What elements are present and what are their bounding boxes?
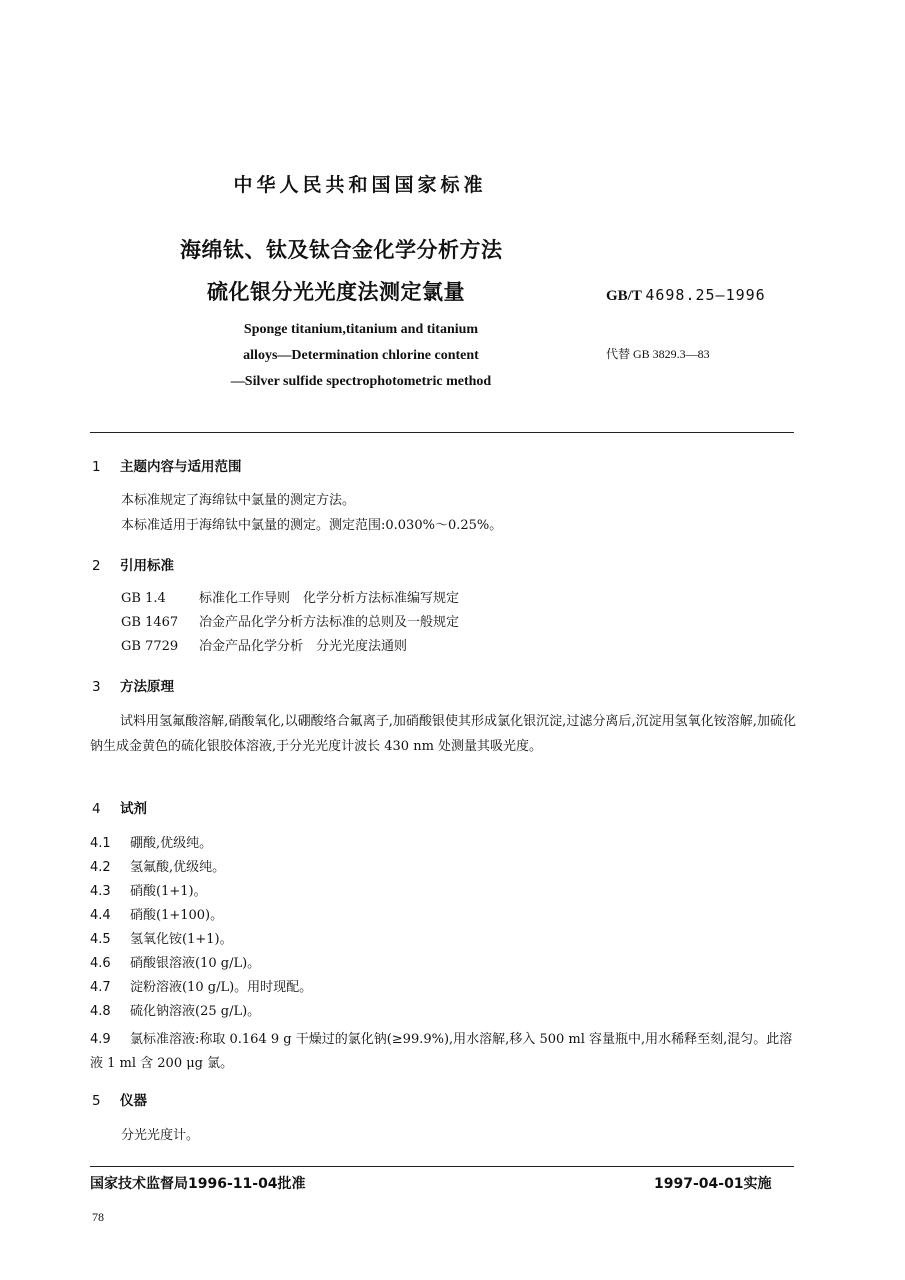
section-title: 仪器	[120, 1093, 147, 1109]
section-3-heading	[92, 675, 174, 695]
reagent-text: 硝酸(1+100)。	[130, 908, 224, 923]
reference-title: 冶金产品化学分析 分光光度法通则	[199, 639, 408, 654]
reagent-item	[90, 928, 233, 947]
section-5-heading	[92, 1089, 147, 1109]
footer-divider	[90, 1166, 794, 1167]
english-title-line-1: Sponge titanium,titanium and titanium	[243, 322, 479, 337]
reference-code: GB 7729	[121, 639, 179, 654]
english-title-line-2: alloys—Determination chlorine content	[243, 348, 479, 363]
reference-code: GB 1.4	[121, 591, 166, 606]
reagent-text: 氯标准溶液:称取 0.164 9 g 干燥过的氯化钠(≥99.9%),用水溶解,移入 500 ml 容量瓶中,用水稀释至刻,混匀。此溶液 1 ml 含 200 μg 氯。	[90, 1032, 793, 1071]
reagent-number: 4.4	[90, 908, 111, 923]
section-4-heading	[92, 797, 147, 817]
reagent-number: 4.5	[90, 932, 111, 947]
reagent-text: 硫化钠溶液(25 g/L)。	[130, 1004, 261, 1019]
section-number: 4	[92, 801, 101, 817]
reference-title: 冶金产品化学分析方法标准的总则及一般规定	[199, 615, 460, 630]
approval-date: 国家技术监督局1996-11-04批准	[90, 1176, 306, 1192]
replaces-note: 代替 GB 3829.3—83	[606, 347, 710, 361]
standard-prefix: GB/T	[606, 288, 642, 304]
section-title: 试剂	[120, 801, 147, 817]
reagent-item	[90, 880, 207, 899]
section-1-paragraph-1: 本标准规定了海绵钛中氯量的测定方法。	[121, 493, 356, 508]
reagent-item	[90, 976, 312, 995]
reagent-number: 4.2	[90, 860, 111, 875]
reagent-item	[90, 1000, 260, 1019]
section-1-heading	[92, 455, 242, 475]
reagent-text: 淀粉溶液(10 g/L)。用时现配。	[130, 980, 313, 995]
section-title: 引用标准	[120, 558, 174, 574]
reagent-text: 硼酸,优级纯。	[130, 836, 213, 851]
title-line-2: 硫化银分光光度法测定氯量	[207, 280, 465, 304]
section-number: 5	[92, 1093, 101, 1109]
reagent-text: 硝酸银溶液(10 g/L)。	[130, 956, 261, 971]
section-2-heading	[92, 554, 174, 574]
section-title: 主题内容与适用范围	[120, 459, 242, 475]
reagent-item	[90, 952, 260, 971]
reagent-item	[90, 832, 212, 851]
reagent-number: 4.1	[90, 836, 111, 851]
reagent-item-4-9	[90, 1028, 796, 1076]
standard-number	[606, 286, 766, 305]
reference-title: 标准化工作导则 化学分析方法标准编写规定	[199, 591, 460, 606]
section-1-paragraph-2: 本标准适用于海绵钛中氯量的测定。测定范围:0.030%～0.25%。	[121, 518, 503, 533]
national-standard-heading: 中华人民共和国国家标准	[233, 174, 487, 196]
reagent-number: 4.8	[90, 1004, 111, 1019]
section-3-body: 试料用氢氟酸溶解,硝酸氧化,以硼酸络合氟离子,加硝酸银使其形成氯化银沉淀,过滤分离后,沉淀用氢氧化铵溶解,加硫化钠生成金黄色的硫化银胶体溶液,于分光光度计波长 430 nm 处测量其吸光度。	[90, 714, 796, 754]
reference-item	[121, 611, 459, 630]
header-divider	[90, 432, 794, 433]
section-number: 2	[92, 558, 101, 574]
reagent-number: 4.7	[90, 980, 111, 995]
section-number: 3	[92, 679, 101, 695]
reference-item	[121, 587, 459, 606]
section-title: 方法原理	[120, 679, 174, 695]
title-line-1: 海绵钛、钛及钛合金化学分析方法	[180, 238, 503, 262]
reagent-number: 4.6	[90, 956, 111, 971]
reagent-text: 氢氧化铵(1+1)。	[130, 932, 233, 947]
page-number: 78	[92, 1210, 104, 1224]
reagent-text: 氢氟酸,优级纯。	[130, 860, 226, 875]
reagent-item	[90, 856, 225, 875]
english-title-line-3: —Silver sulfide spectrophotometric method	[230, 374, 492, 389]
section-number: 1	[92, 459, 101, 475]
reagent-item	[90, 904, 223, 923]
reference-item	[121, 635, 407, 654]
standard-code: 4698.25—1996	[645, 286, 766, 304]
section-5-body: 分光光度计。	[121, 1128, 200, 1143]
reagent-number: 4.9	[90, 1032, 111, 1047]
reference-code: GB 1467	[121, 615, 179, 630]
implementation-date: 1997-04-01实施	[654, 1176, 772, 1192]
reagent-number: 4.3	[90, 884, 111, 899]
reagent-text: 硝酸(1+1)。	[130, 884, 207, 899]
